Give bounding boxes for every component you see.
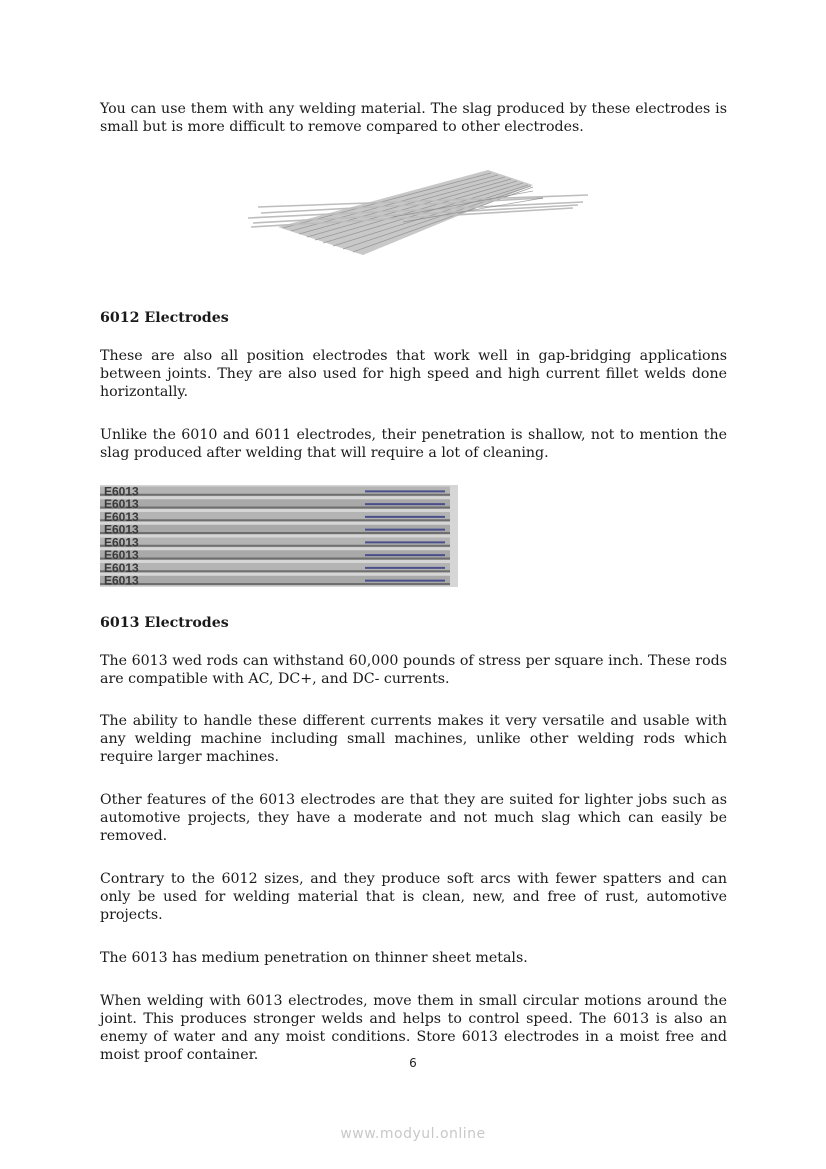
- rod-shadow: [100, 570, 450, 572]
- rod-label: E6013: [104, 497, 139, 511]
- rod-tip: [365, 529, 445, 531]
- paragraph-6013-6: When welding with 6013 electrodes, move them in small circular motions around the joint. This produces stronger welds and helps to control speed. The 6013 is also an enemy of water and any moist conditions. Store 6013 electrodes in a moist free and moist proof container.: [100, 993, 727, 1063]
- rod-shadow: [100, 558, 450, 560]
- rod-tip: [365, 580, 445, 582]
- rod-tip: [365, 541, 445, 543]
- rod-label: E6013: [104, 560, 139, 575]
- welding-rods-bundle-image: [243, 165, 588, 260]
- heading-6013-electrodes: 6013 Electrodes: [100, 615, 229, 631]
- rod-tip: [365, 490, 445, 492]
- footer-watermark: www.modyul.online: [340, 1126, 486, 1142]
- intro-paragraph: You can use them with any welding material. The slag produced by these electrodes is small but is more difficult to remove compared to other electrodes.: [100, 101, 727, 135]
- rod-shadow: [100, 545, 450, 547]
- rod-tip: [365, 554, 445, 556]
- paragraph-6013-1: The 6013 wed rods can withstand 60,000 pounds of stress per square inch. These rods are compatible with AC, DC+, and DC- currents.: [100, 653, 727, 687]
- rod-tip: [365, 503, 445, 505]
- rod-label: E6013: [104, 522, 139, 537]
- rod-label: E6013: [104, 485, 139, 499]
- rod-tip: [365, 516, 445, 518]
- rod-tip: [365, 567, 445, 569]
- rod-label: E6013: [104, 535, 139, 550]
- paragraph-6012-1: These are also all position electrodes that work well in gap-bridging applications between joints. They are also used for high speed and high current fillet welds done horizontally.: [100, 348, 727, 400]
- paragraph-6013-2: The ability to handle these different currents makes it very versatile and usable with any welding machine including small machines, unlike other welding rods which require larger machines.: [100, 713, 727, 765]
- rods-bundle: [248, 170, 588, 255]
- rod-label: E6013: [104, 509, 139, 524]
- page-number: 6: [409, 1056, 417, 1070]
- e6013-rods-image: [100, 485, 458, 587]
- rod-shadow: [100, 583, 450, 585]
- rod-shadow: [100, 519, 450, 521]
- paragraph-6013-5: The 6013 has medium penetration on thinner sheet metals.: [100, 950, 528, 966]
- paragraph-6013-4: Contrary to the 6012 sizes, and they produce soft arcs with fewer spatters and can only be used for welding material that is clean, new, and free of rust, automotive projects.: [100, 871, 727, 923]
- heading-6012-electrodes: 6012 Electrodes: [100, 310, 229, 326]
- paragraph-6013-3: Other features of the 6013 electrodes are that they are suited for lighter jobs such as automotive projects, they have a moderate and not much slag which can easily be removed.: [100, 792, 727, 844]
- rod-label: E6013: [104, 573, 139, 587]
- rod-shadow: [100, 532, 450, 534]
- paragraph-6012-2: Unlike the 6010 and 6011 electrodes, their penetration is shallow, not to mention the slag produced after welding that will require a lot of cleaning.: [100, 427, 727, 461]
- rod-shadow: [100, 494, 450, 496]
- rod-shadow: [100, 507, 450, 509]
- rod-label: E6013: [104, 548, 139, 562]
